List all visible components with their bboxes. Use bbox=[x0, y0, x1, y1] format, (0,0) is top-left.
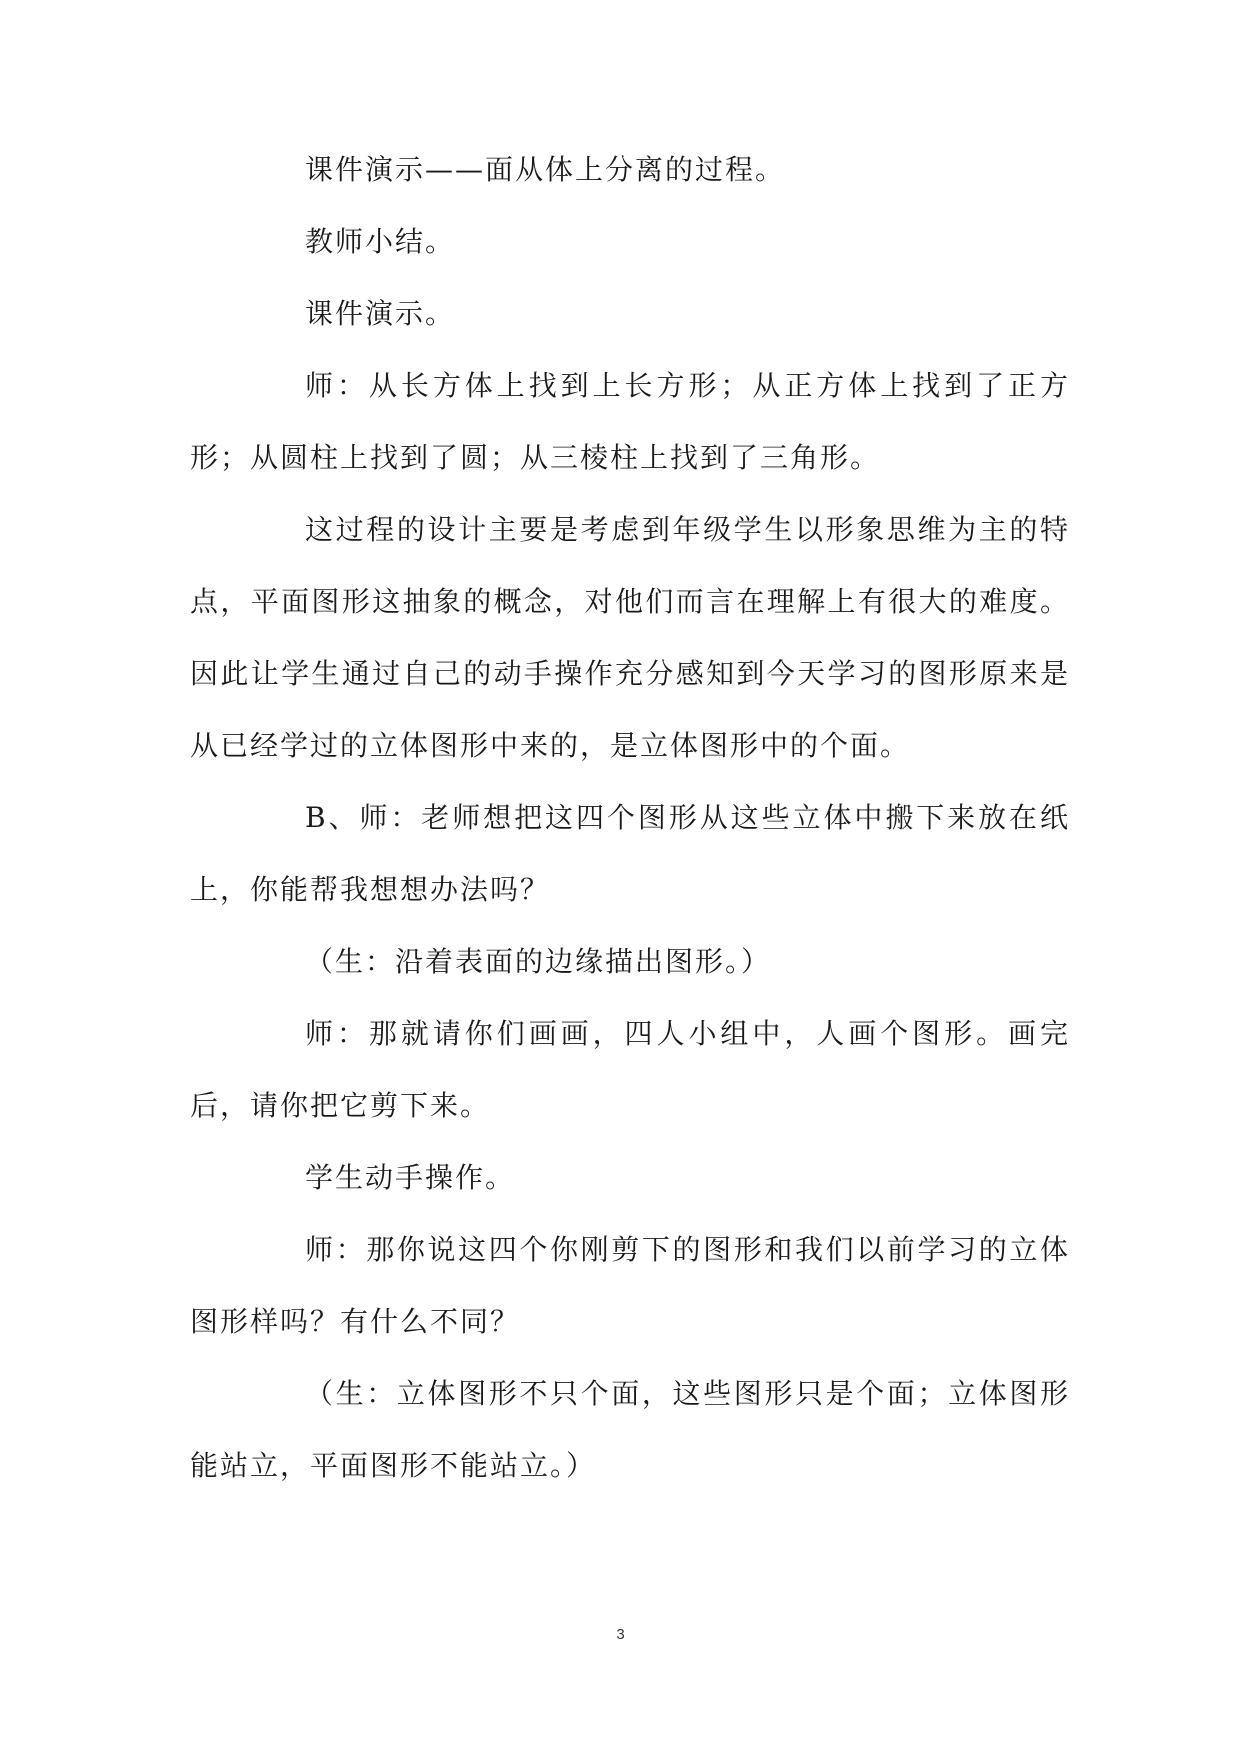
paragraph-design-rationale: 这过程的设计主要是考虑到年级学生以形象思维为主的特点，平面图形这抽象的概念，对他们而言在理解上有很大的难度。因此让学生通过自己的动手操作充分感知到今天学习的图形原来是从已经学过的立体图形中来的，是立体图形中的个面。 bbox=[190, 513, 1070, 762]
page-number: 3 bbox=[616, 1626, 625, 1643]
paragraph-student-operation: 学生动手操作。 bbox=[305, 1161, 516, 1194]
paragraph-teacher-compare-question: 师：那你说这四个你刚剪下的图形和我们以前学习的立体图形样吗？有什么不同？ bbox=[190, 1233, 1070, 1338]
paragraph-courseware-demo: 课件演示。 bbox=[305, 297, 456, 330]
paragraph-courseware-demo-separation: 课件演示——面从体上分离的过程。 bbox=[305, 153, 786, 186]
paragraph-student-answer-trace: （生：沿着表面的边缘描出图形。） bbox=[305, 945, 772, 978]
paragraph-teacher-summary: 教师小结。 bbox=[305, 225, 456, 258]
paragraph-student-compare-answer: （生：立体图形不只个面，这些图形只是个面；立体图形能站立，平面图形不能站立。） bbox=[190, 1377, 1070, 1482]
paragraph-teacher-question-b: B、师：老师想把这四个图形从这些立体中搬下来放在纸上，你能帮我想想办法吗？ bbox=[190, 801, 1070, 906]
paragraph-teacher-draw-instruction: 师：那就请你们画画，四人小组中，人画个图形。画完后，请你把它剪下来。 bbox=[190, 1017, 1070, 1122]
paragraph-teacher-find-shapes: 师：从长方体上找到上长方形；从正方体上找到了正方形；从圆柱上找到了圆；从三棱柱上找到了三角形。 bbox=[190, 369, 1070, 474]
